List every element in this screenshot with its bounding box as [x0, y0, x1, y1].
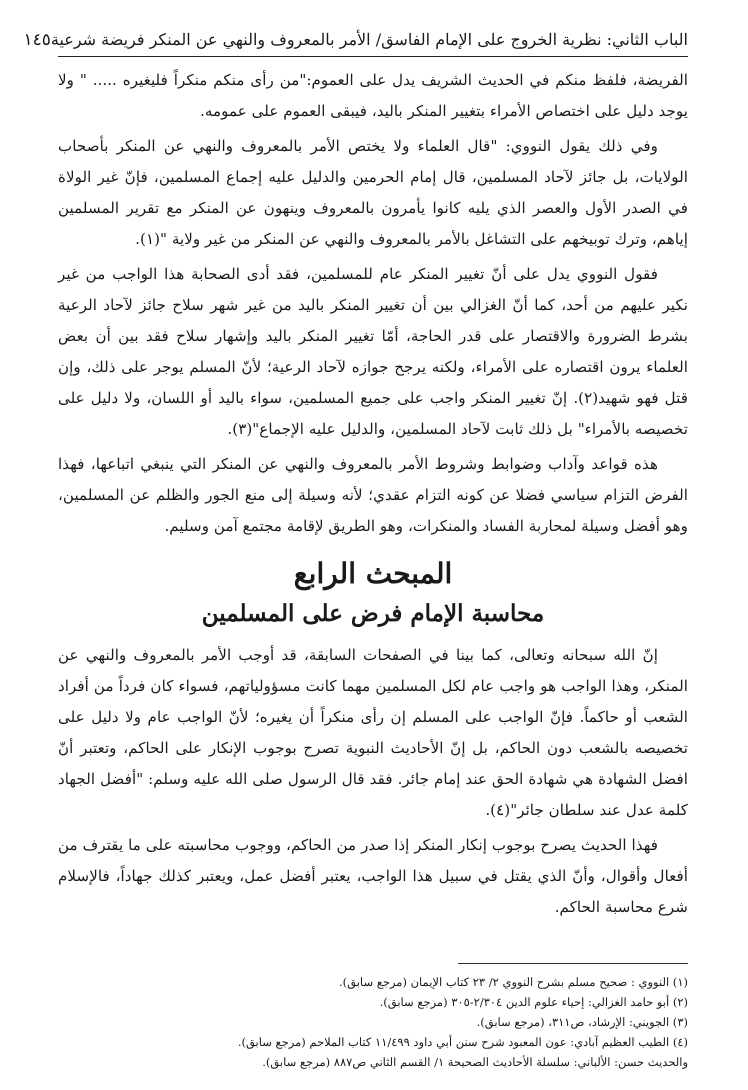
footnote-2: (٢) أبو حامد الغزالي: إحياء علوم الدين ٢/٣٠٤-٣٠٥ (مرجع سابق).: [379, 995, 688, 1009]
section-subtitle: محاسبة الإمام فرض على المسلمين: [201, 600, 545, 627]
paragraph-3: فقول النووي يدل على أنّ تغيير المنكر عام للمسلمين، فقد أدى الصحابة هذا الواجب من غير نكير عليهم من أحد، كما أنّ الغزالي بين أن تغيير المنكر باليد من غير شهر سلاح جائز لآحاد الرعية بشرط الضرورة والاقتصار على قدر الحاجة، أمّا تغيير المنكر باليد وإشهار سلاح فقد بين أن بعض العلماء يرون اقتصاره على الأمراء، ولكنه يرجح جوازه لآحاد الرعية؛ لأنّ المسلم يوجر على ذلك، وإن قتل فهو شهيد(٢). إنّ تغيير المنكر واجب على جميع المسلمين، سواء باليد أو اللسان، ولا دليل على تخصيصه بالأمراء" بل ذلك ثابت لآحاد المسلمين، والدليل عليه الإجماع"(٣).: [58, 265, 688, 438]
paragraph-1: الفريضة، فلفظ منكم في الحديث الشريف يدل على العموم:"من رأى منكم منكراً فليغيره ..... " ولا يوجد دليل على اختصاص الأمراء بتغيير المنكر باليد، فيبقى العموم على عمومه.: [58, 71, 688, 120]
section-title: المبحث الرابع: [293, 557, 453, 590]
paragraph-4: هذه قواعد وآداب وضوابط وشروط الأمر بالمعروف والنهي عن المنكر التي ينبغي اتباعها، فهذا الفرض التزام سياسي فضلا عن كونه التزام عقدي؛ لأنه وسيلة إلى منع الجور والظلم عن المسلمين، وهو أفضل وسيلة لمحاربة الفساد والمنكرات، وهو الطريق لإقامة مجتمع آمن وسليم.: [58, 455, 688, 535]
paragraph-2: وفي ذلك يقول النووي: "قال العلماء ولا يختص الأمر بالمعروف والنهي عن المنكر بأصحاب الولايات، بل جائز لآحاد المسلمين، قال إمام الحرمين والدليل عليه إجماع المسلمين، فإنّ غير الولاة في الصدر الأول والعصر الذي يليه كانوا يأمرون بالمعروف وينهون عن المنكر مع تقرير المسلمين إياهم، وترك توبيخهم على التشاغل بالأمر بالمعروف والنهي عن المنكر من غير ولاية "(١).: [58, 137, 688, 248]
footnote-5: والحديث حسن: الألباني: سلسلة الأحاديث الصحيحة ١/ القسم الثاني ص٨٨٧ (مرجع سابق).: [262, 1055, 688, 1069]
footnote-divider: [458, 963, 688, 964]
paragraph-5: إنّ الله سبحانه وتعالى، كما بينا في الصفحات السابقة، قد أوجب الأمر بالمعروف والنهي عن المنكر، وهذا الواجب هو واجب عام لكل المسلمين مهما كانت مسؤولياتهم، فسواء كان فرداً من أفراد الشعب أو حاكماً. فإنّ الواجب على المسلم إن رأى منكراً أن يغيره؛ لأنّ الواجب عام ولا دليل على تخصيصه بالشعب دون الحاكم، بل إنّ الأحاديث النبوية تصرح بوجوب الإنكار على الحاكم، وتعتبر أنّ افضل الشهادة هي شهادة الحق عند إمام جائر. فقد قال الرسول صلى الله عليه وسلم: "أفضل الجهاد كلمة عدل عند سلطان جائر"(٤).: [58, 646, 688, 819]
page-number: ١٤٥: [23, 30, 51, 50]
footnote-3: (٣) الجويني: الإرشاد، ص٣١١، (مرجع سابق).: [476, 1015, 688, 1029]
running-header: [23, 30, 688, 57]
footnote-1: (١) النووي : صحيح مسلم بشرح النووي ٢/ ٢٣ كتاب الإيمان (مرجع سابق).: [339, 975, 688, 989]
paragraph-6: فهذا الحديث يصرح بوجوب إنكار المنكر إذا صدر من الحاكم، ووجوب محاسبته على ما يقترف من أفعال وأقوال، وأنّ الذي يقتل في سبيل هذا الواجب، يعتبر أفضل عمل، ويعتبر كذلك جهاداً، فالإسلام شرع محاسبة الحاكم.: [58, 836, 688, 916]
footnotes: [58, 972, 688, 1072]
header-title: الباب الثاني: نظرية الخروج على الإمام الفاسق/ الأمر بالمعروف والنهي عن المنكر فريضة شرعية: [50, 30, 688, 49]
document-page: [23, 30, 688, 1070]
footnote-4: (٤) الطيب العظيم آبادي: عون المعبود شرح سنن أبي داود ١١/٤٩٩ كتاب الملاحم (مرجع سابق).: [237, 1035, 688, 1049]
